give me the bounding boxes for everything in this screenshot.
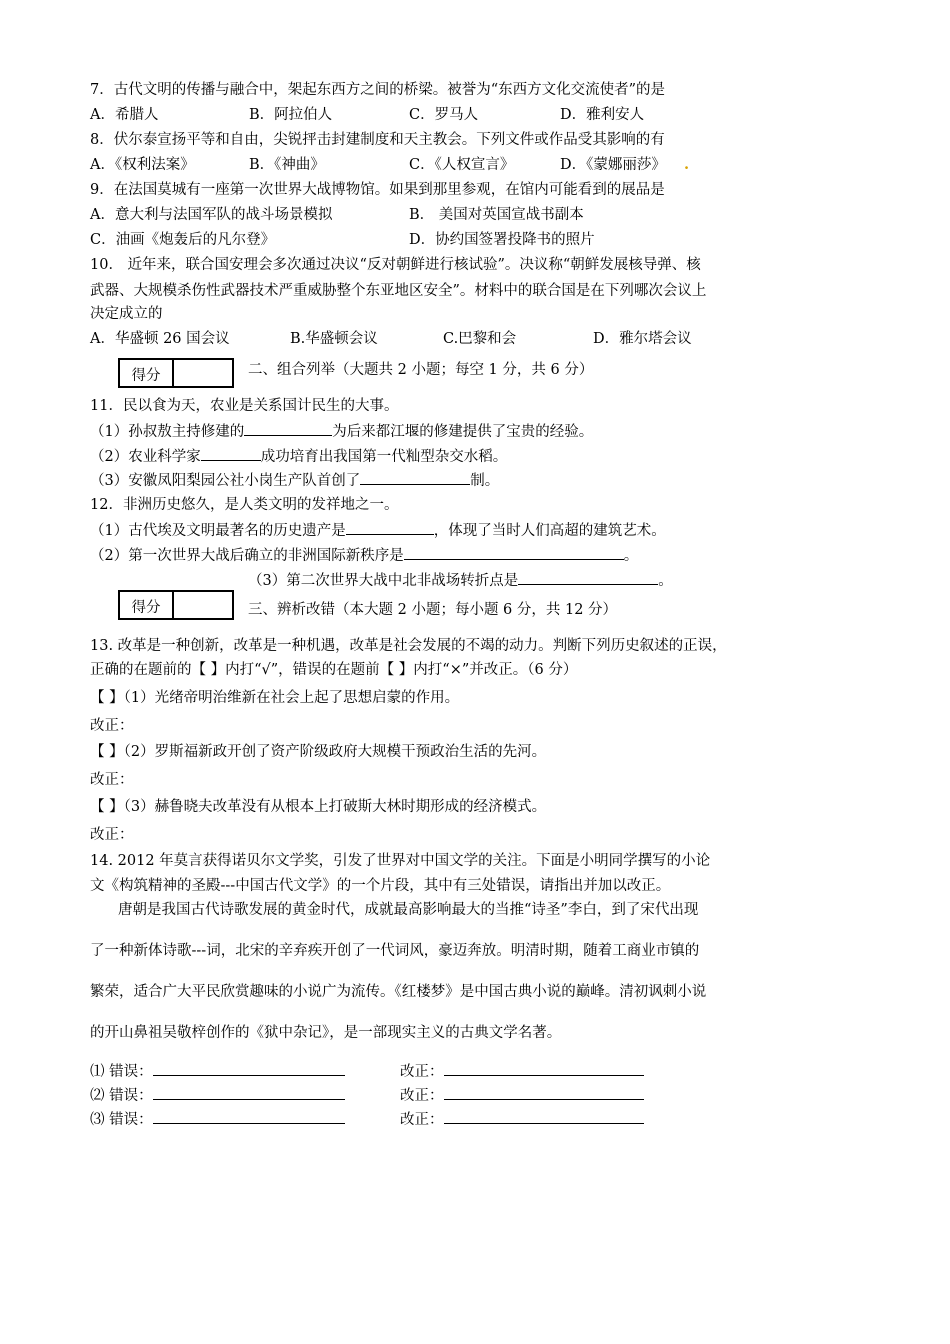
answer-blank[interactable] — [444, 1085, 644, 1100]
q13-line2: 正确的在题前的【 】内打“√”，错误的在题前【 】内打“×”并改正。（6 分） — [90, 662, 578, 678]
q14-error-2: ⑵ 错误： — [90, 1085, 345, 1106]
answer-blank[interactable] — [244, 421, 332, 436]
score-label: 得分 — [131, 368, 161, 384]
q14-passage-line4: 的开山鼻祖吴敬梓创作的《狱中杂记》，是一部现实主义的古典文学名著。 — [90, 1025, 562, 1041]
q7-stem: 7．古代文明的传播与融合中，架起东西方之间的桥梁。被誉为“东西方文化交流使者”的是 — [90, 82, 666, 98]
q13-item1: 【 】（1）光绪帝明治维新在社会上起了思想启蒙的作用。 — [90, 690, 460, 706]
answer-blank[interactable] — [444, 1109, 644, 1124]
q10-line3: 决定成立的 — [90, 306, 163, 322]
score-label: 得分 — [131, 600, 161, 616]
q12-part1: （1）古代埃及文明最著名的历史遗产是 ，体现了当时人们高超的建筑艺术。 — [90, 520, 666, 541]
section2-title: 二、组合列举（大题共 2 小题；每空 1 分，共 6 分） — [248, 362, 594, 378]
q13-item2: 【 】（2）罗斯福新政开创了资产阶级政府大规模干预政治生活的先河。 — [90, 744, 547, 760]
q14-line1: 14. 2012 年莫言获得诺贝尔文学奖，引发了世界对中国文学的关注。下面是小明同学撰写的小论 — [90, 853, 711, 869]
q9-stem: 9．在法国莫城有一座第一次世界大战博物馆。如果到那里参观，在馆内可能看到的展品是 — [90, 182, 665, 198]
q7-option-c: C．罗马人 — [409, 107, 479, 123]
q14-line2: 文《构筑精神的圣殿---中国古代文学》的一个片段，其中有三处错误，请指出并加以改正。 — [90, 878, 671, 894]
q11-part2: （2）农业科学家 成功培育出我国第一代籼型杂交水稻。 — [90, 446, 507, 467]
answer-blank[interactable] — [153, 1109, 345, 1124]
q8-option-d: D．《蒙娜丽莎》 — [560, 157, 666, 173]
q14-passage-line1: 唐朝是我国古代诗歌发展的黄金时代，成就最高影响最大的当推“诗圣”李白，到了宋代出现 — [118, 902, 699, 918]
q8-option-c: C．《人权宣言》 — [409, 157, 515, 173]
answer-blank[interactable] — [360, 470, 470, 485]
q14-fix-2: 改正： — [400, 1085, 644, 1106]
q11-stem: 11．民以食为天，农业是关系国计民生的大事。 — [90, 398, 399, 414]
q14-passage-line2: 了一种新体诗歌---词，北宋的辛弃疾开创了一代词风，豪迈奔放。明清时期，随着工商业市镇的 — [90, 943, 700, 959]
section3-title: 三、辨析改错（本大题 2 小题；每小题 6 分，共 12 分） — [248, 602, 618, 618]
q13-fix-label: 改正： — [90, 772, 134, 788]
q14-error-3: ⑶ 错误： — [90, 1109, 345, 1130]
score-cell[interactable] — [172, 360, 232, 386]
q9-option-d: D．协约国签署投降书的照片 — [409, 232, 595, 248]
answer-blank[interactable] — [153, 1085, 345, 1100]
q12-part3: （3）第二次世界大战中北非战场转折点是 。 — [248, 570, 673, 591]
q8-option-a: A．《权利法案》 — [90, 157, 195, 173]
q8-stem: 8．伏尔泰宣扬平等和自由，尖锐抨击封建制度和天主教会。下列文件或作品受其影响的有 — [90, 132, 665, 148]
answer-blank[interactable] — [518, 570, 658, 585]
answer-blank[interactable] — [404, 545, 624, 560]
ink-mark: . — [684, 156, 690, 173]
answer-blank[interactable] — [346, 520, 434, 535]
q8-option-b: B．《神曲》 — [249, 157, 325, 173]
q11-part1: （1）孙叔敖主持修建的 为后来都江堰的修建提供了宝贵的经验。 — [90, 421, 593, 442]
q13-fix-label: 改正： — [90, 827, 134, 843]
score-box-section2 — [118, 358, 234, 388]
q12-stem: 12．非洲历史悠久，是人类文明的发祥地之一。 — [90, 497, 399, 513]
q12-part2: （2）第一次世界大战后确立的非洲国际新秩序是 。 — [90, 545, 638, 566]
answer-blank[interactable] — [201, 446, 261, 461]
q10-line2: 武器、大规模杀伤性武器技术严重威胁整个东亚地区安全”。材料中的联合国是在下列哪次会议上 — [90, 283, 707, 299]
q13-item3: 【 】（3）赫鲁晓夫改革没有从根本上打破斯大林时期形成的经济模式。 — [90, 799, 547, 815]
q11-part3: （3）安徽凤阳梨园公社小岗生产队首创了 制。 — [90, 470, 499, 491]
q10-line1: 10． 近年来，联合国安理会多次通过决议“反对朝鲜进行核试验”。决议称“朝鲜发展核导弹、核 — [90, 257, 701, 273]
q13-fix-label: 改正： — [90, 718, 134, 734]
q10-option-b: B.华盛顿会议 — [290, 331, 378, 347]
q13-line1: 13. 改革是一种创新，改革是一种机遇，改革是社会发展的不竭的动力。判断下列历史叙述的正误， — [90, 638, 727, 654]
score-cell[interactable] — [172, 592, 232, 618]
answer-blank[interactable] — [444, 1061, 644, 1076]
q9-option-a: A．意大利与法国军队的战斗场景模拟 — [90, 207, 333, 223]
q10-option-c: C.巴黎和会 — [443, 331, 517, 347]
q14-fix-3: 改正： — [400, 1109, 644, 1130]
q9-option-b: B． 美国对英国宣战书副本 — [409, 207, 584, 223]
q14-error-1: ⑴ 错误： — [90, 1061, 345, 1082]
score-box-section3 — [118, 590, 234, 620]
q7-option-b: B．阿拉伯人 — [249, 107, 333, 123]
q14-fix-1: 改正： — [400, 1061, 644, 1082]
answer-blank[interactable] — [153, 1061, 345, 1076]
q10-option-a: A．华盛顿 26 国会议 — [90, 331, 230, 347]
q14-passage-line3: 繁荣，适合广大平民欣赏趣味的小说广为流传。《红楼梦》是中国古典小说的巅峰。清初讽刺小说 — [90, 984, 707, 1000]
q10-option-d: D．雅尔塔会议 — [593, 331, 692, 347]
q7-option-a: A．希腊人 — [90, 107, 159, 123]
q9-option-c: C．油画《炮轰后的凡尔登》 — [90, 232, 276, 248]
q7-option-d: D．雅利安人 — [560, 107, 645, 123]
